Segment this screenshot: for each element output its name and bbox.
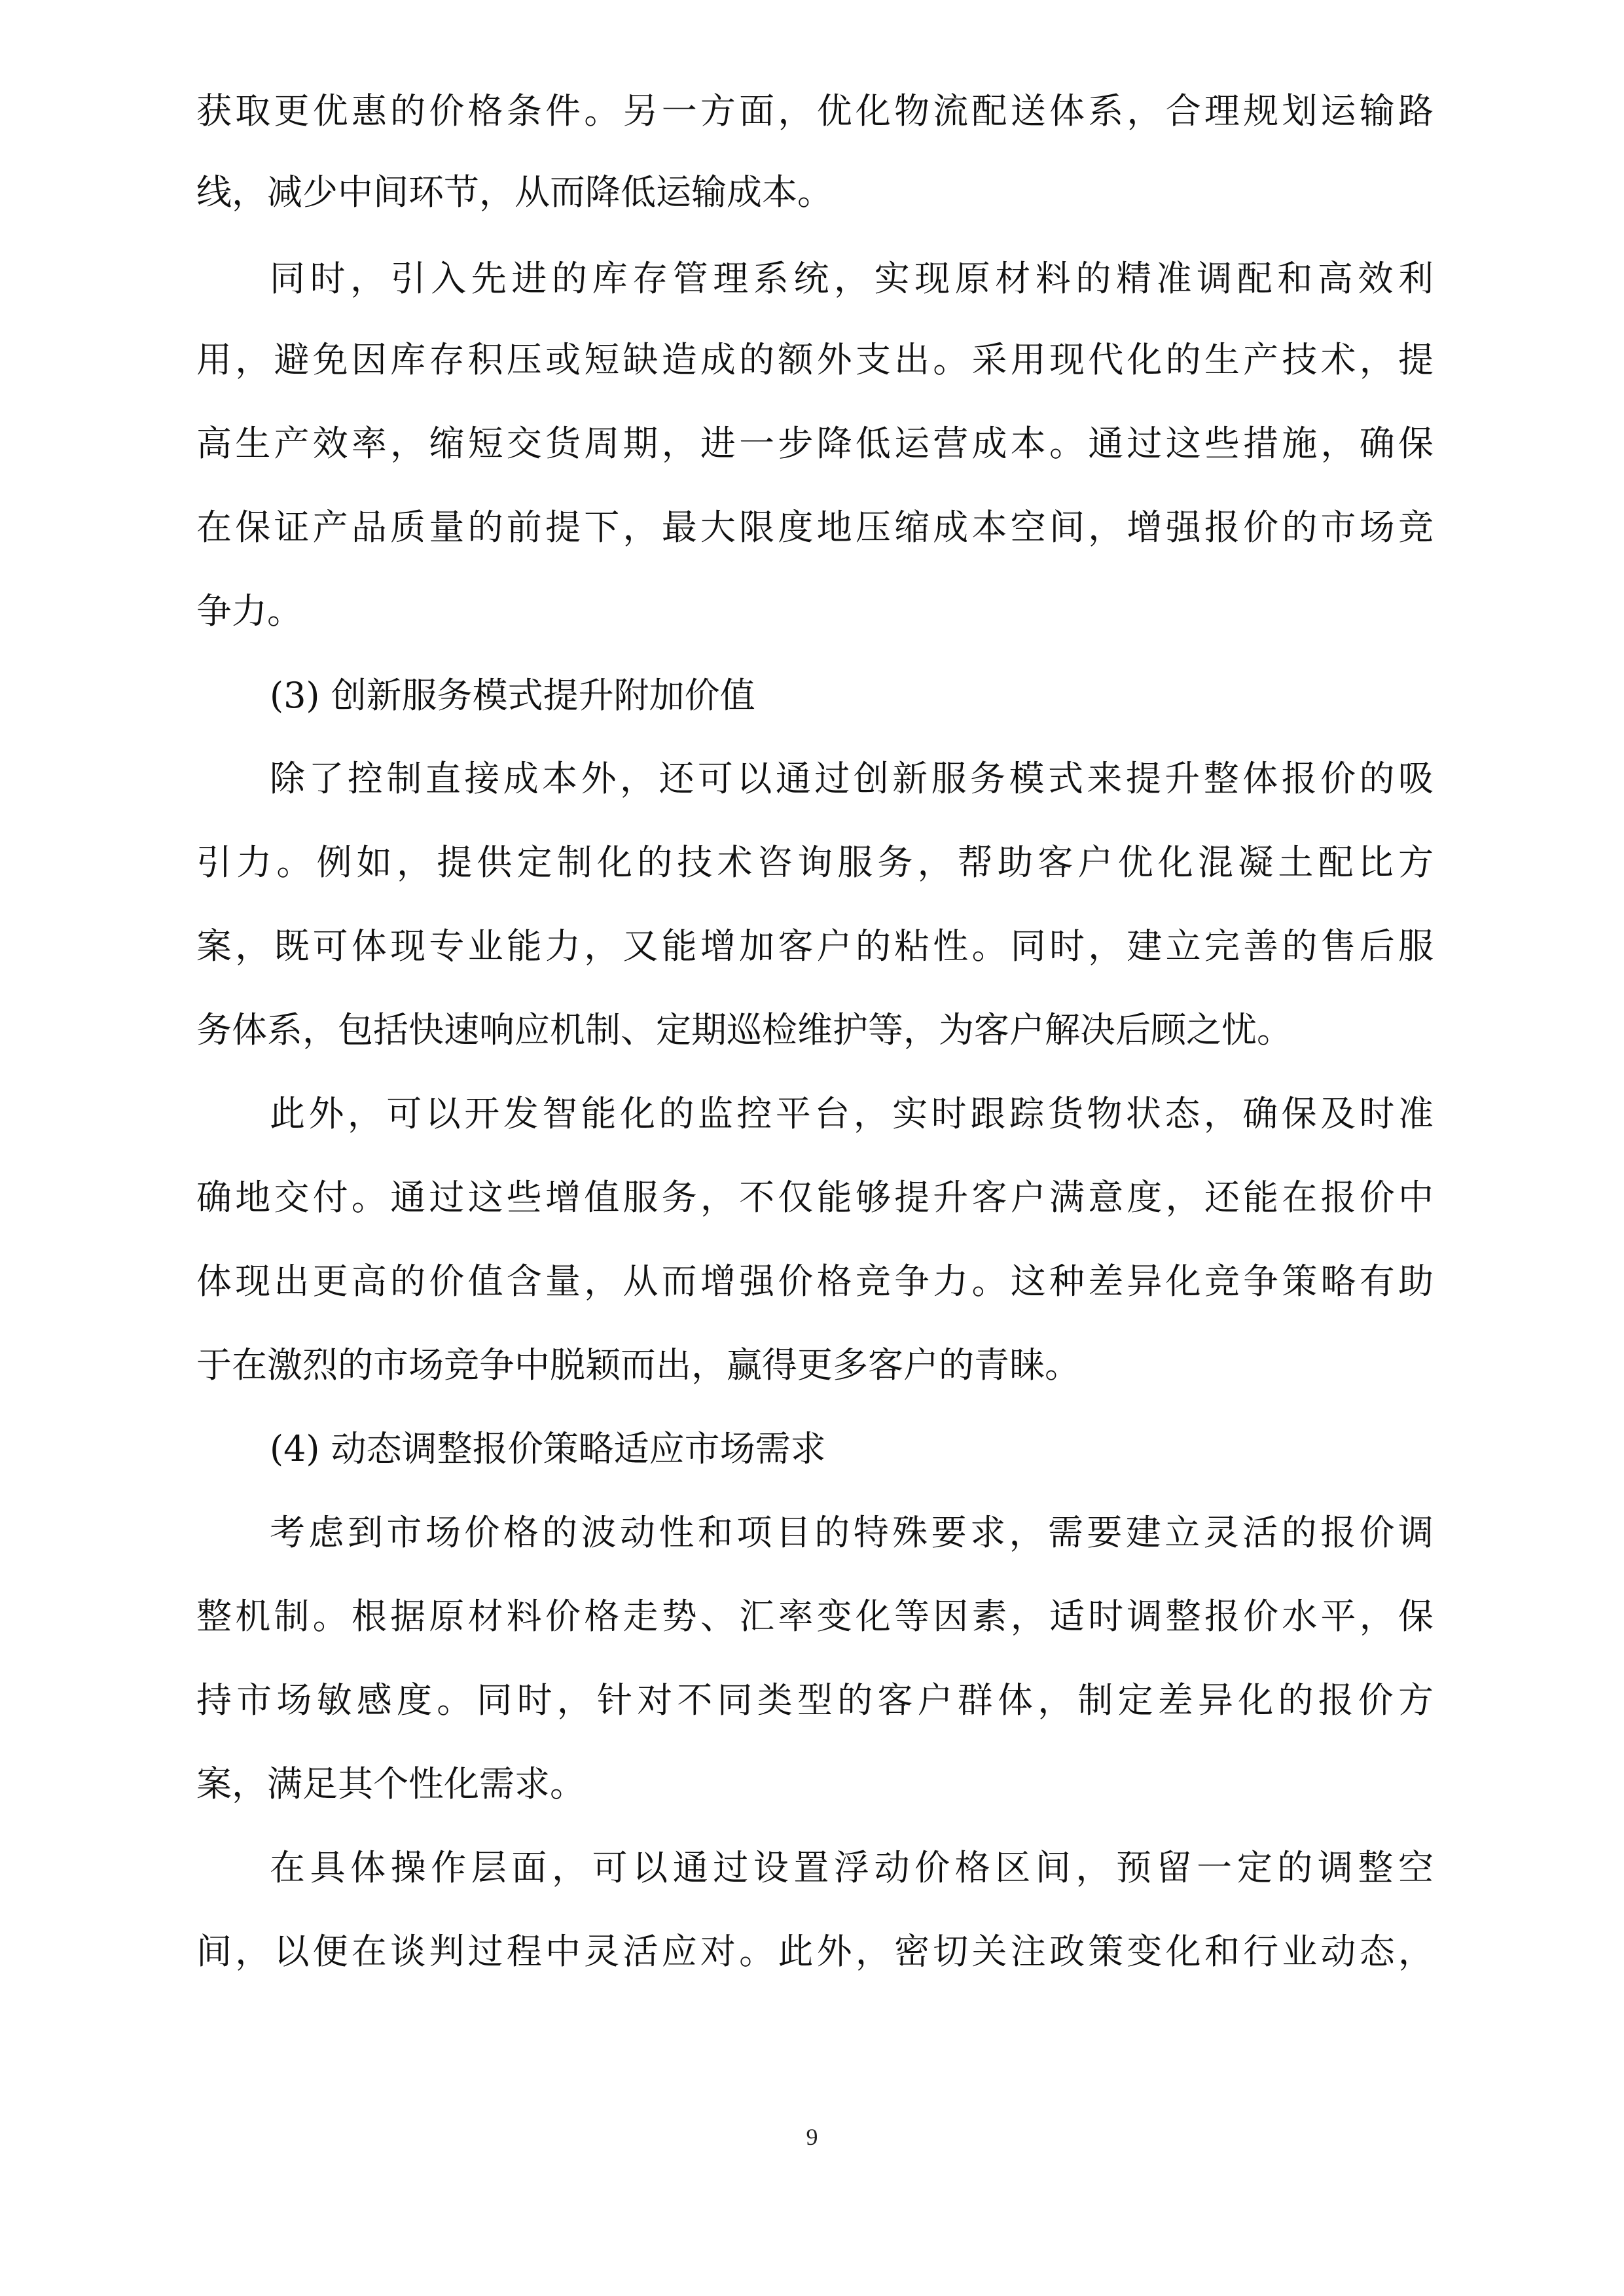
text-line: 案，满足其个性化需求。 (196, 1763, 585, 1804)
text-line: 务体系，包括快速响应机制、定期巡检维护等，为客户解决后顾之忧。 (196, 1009, 1292, 1050)
text-line: 争力。 (196, 590, 302, 632)
section-heading: (3) 创新服务模式提升附加价值 (270, 675, 755, 716)
text-line: 用，避免因库存积压或短缺造成的额外支出。采用现代化的生产技术，提 (196, 339, 1434, 380)
text-line: 考虑到市场价格的波动性和项目的特殊要求，需要建立灵活的报价调 (270, 1512, 1434, 1553)
text-line: 案，既可体现专业能力，又能增加客户的粘性。同时，建立完善的售后服 (196, 925, 1434, 967)
text-line: 线，减少中间环节，从而降低运输成本。 (196, 171, 833, 213)
text-line: 持市场敏感度。同时，针对不同类型的客户群体，制定差异化的报价方 (196, 1679, 1434, 1721)
text-line: 间，以便在谈判过程中灵活应对。此外，密切关注政策变化和行业动态， (196, 1931, 1434, 1972)
text-line: 获取更优惠的价格条件。另一方面，优化物流配送体系，合理规划运输路 (196, 90, 1434, 132)
page-number: 9 (806, 2124, 818, 2150)
text-line: 此外，可以开发智能化的监控平台，实时跟踪货物状态，确保及时准 (270, 1093, 1434, 1134)
text-line: 于在激烈的市场竞争中脱颖而出，赢得更多客户的青睐。 (196, 1344, 1080, 1386)
text-line: 同时，引入先进的库存管理系统，实现原材料的精准调配和高效利 (270, 258, 1434, 299)
text-line: 在保证产品质量的前提下，最大限度地压缩成本空间，增强报价的市场竞 (196, 507, 1434, 548)
section-heading: (4) 动态调整报价策略适应市场需求 (270, 1428, 826, 1469)
text-line: 在具体操作层面，可以通过设置浮动价格区间，预留一定的调整空 (270, 1847, 1434, 1888)
text-line: 除了控制直接成本外，还可以通过创新服务模式来提升整体报价的吸 (270, 758, 1434, 799)
text-line: 整机制。根据原材料价格走势、汇率变化等因素，适时调整报价水平，保 (196, 1596, 1434, 1637)
text-line: 引力。例如，提供定制化的技术咨询服务，帮助客户优化混凝土配比方 (196, 842, 1434, 883)
text-line: 体现出更高的价值含量，从而增强价格竞争力。这种差异化竞争策略有助 (196, 1261, 1434, 1302)
text-line: 高生产效率，缩短交货周期，进一步降低运营成本。通过这些措施，确保 (196, 423, 1434, 464)
text-line: 确地交付。通过这些增值服务，不仅能够提升客户满意度，还能在报价中 (196, 1177, 1434, 1218)
